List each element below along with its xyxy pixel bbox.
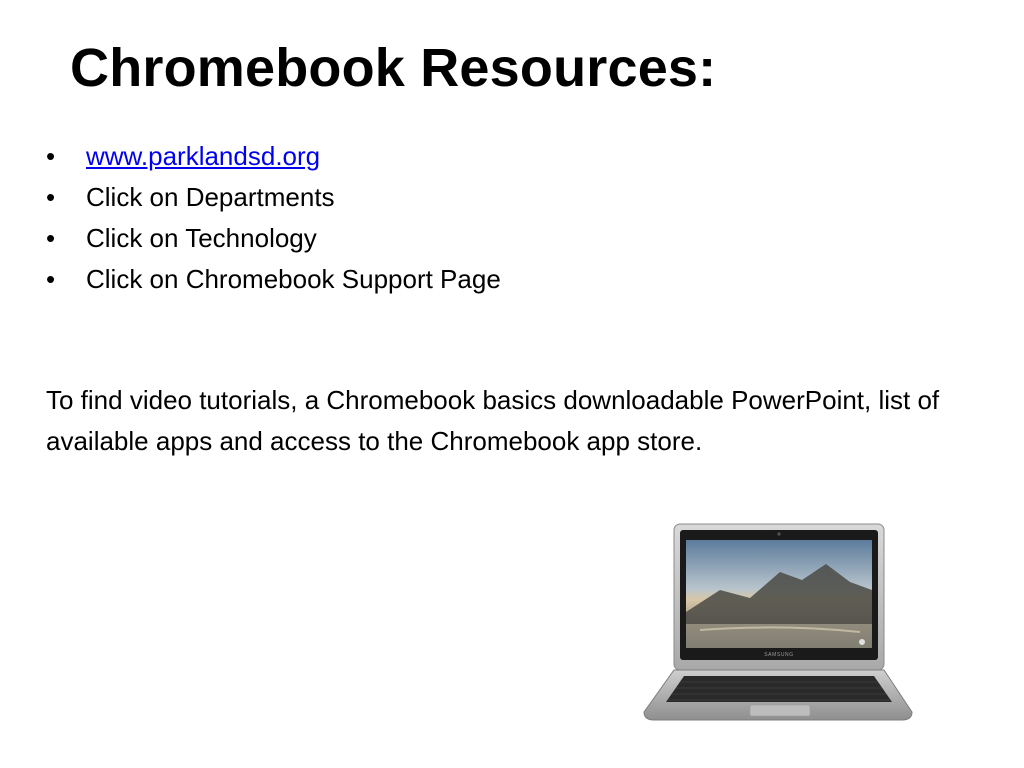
chromebook-laptop-image <box>640 520 916 728</box>
parklandsd-link[interactable]: www.parklandsd.org <box>86 141 321 171</box>
bullet-text: Click on Departments <box>86 182 335 212</box>
slide-title: Chromebook Resources: <box>70 38 717 98</box>
bullet-list <box>46 136 501 300</box>
camera-dot <box>777 532 780 535</box>
laptop-trackpad <box>750 705 810 716</box>
laptop-brand: SAMSUNG <box>764 652 794 658</box>
bullet-marker: • <box>46 141 56 171</box>
bullet-text: Click on Chromebook Support Page <box>86 264 501 294</box>
description-paragraph: To find video tutorials, a Chromebook basics downloadable PowerPoint, list of available apps and access to the Chromebook app store. <box>46 385 940 456</box>
bullet-text: Click on Technology <box>86 223 317 253</box>
laptop-keyboard <box>666 676 892 702</box>
bullet-item-website <box>46 136 501 177</box>
bullet-item-support-page <box>46 259 501 300</box>
bullet-item-technology <box>46 218 501 259</box>
bullet-marker: • <box>46 223 56 253</box>
bullet-marker: • <box>46 182 56 212</box>
chrome-logo-icon <box>859 639 865 645</box>
bullet-marker: • <box>46 264 56 294</box>
bullet-item-departments <box>46 177 501 218</box>
